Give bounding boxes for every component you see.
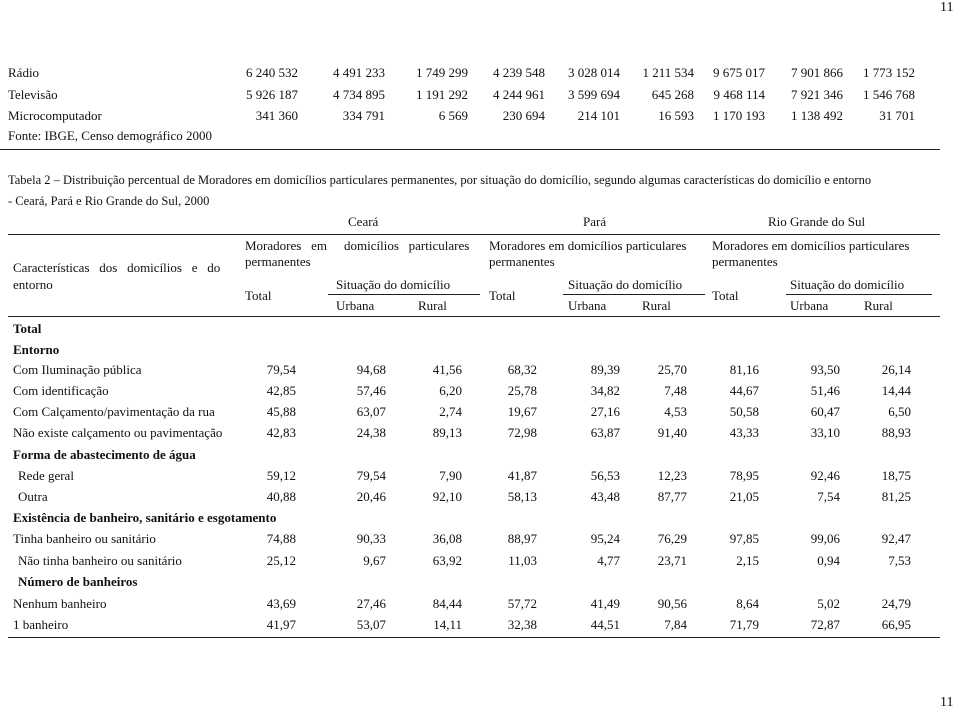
table2-cell: 79,54 [356,468,386,483]
table2-cell: 36,08 [432,531,462,546]
table2-cell: 14,44 [881,383,911,398]
table2-cell: 63,07 [356,404,386,419]
table2-cell: 6,20 [439,383,462,398]
table2-cell: 81,16 [729,362,759,377]
table2-cell: 43,33 [729,425,759,440]
table2-cell: 88,93 [881,425,911,440]
table2-cell: 33,10 [810,425,840,440]
situacao-rule [563,294,705,295]
table2-cell: 42,85 [266,383,296,398]
table2-cell: 20,46 [356,489,386,504]
table1-cell: 230 694 [502,108,545,123]
section-entorno: Entorno [13,342,60,357]
total-header: Total [489,288,516,303]
region-header: Ceará [348,214,379,229]
table1-cell: 1 546 768 [863,87,915,102]
table2-cell: 42,83 [266,425,296,440]
table2-cell: 9,67 [363,553,386,568]
situacao-rule [786,294,932,295]
table1-cell: 1 773 152 [863,65,915,80]
table2-cell: 79,54 [266,362,296,377]
rural-header: Rural [864,298,893,313]
table2-cell: 25,78 [507,383,537,398]
table2-cell: 92,46 [810,468,840,483]
table1-cell: 6 240 532 [246,65,298,80]
row-header: entorno [13,277,53,292]
table2-row-label: Não tinha banheiro ou sanitário [18,553,182,568]
section-total: Total [13,321,42,336]
table2-cell: 23,71 [657,553,687,568]
header-bottom-rule [8,316,940,317]
table2-cell: 14,11 [433,617,462,632]
table2-cell: 0,94 [817,553,840,568]
table2-cell: 57,72 [507,596,537,611]
table2-row-label: Não existe calçamento ou pavimentação [13,425,223,440]
table1-cell: 7 901 866 [791,65,843,80]
table2-section-heading: Existência de banheiro, sanitário e esgotamento [13,510,277,525]
table2-section-heading: Número de banheiros [18,574,138,589]
table1-cell: 9 675 017 [713,65,765,80]
table2-cell: 50,58 [729,404,759,419]
table2-cell: 92,10 [432,489,462,504]
table1-cell: 16 593 [658,108,694,123]
group-header: Moradores em domicílios particulares [489,238,687,253]
table2-cell: 63,87 [590,425,620,440]
table2-cell: 24,38 [356,425,386,440]
table2-cell: 4,53 [664,404,687,419]
table2-cell: 5,02 [817,596,840,611]
table2-cell: 56,53 [590,468,620,483]
urbana-header: Urbana [790,298,829,313]
table2-row-label: Com identificação [13,383,109,398]
table2-cell: 2,15 [736,553,759,568]
group-header: Moradores em [245,238,327,253]
table2-cell: 60,47 [810,404,840,419]
table2-cell: 34,82 [590,383,620,398]
situacao-header: Situação do domicílio [790,277,905,292]
table1-cell: 1 211 534 [642,65,694,80]
table2-cell: 40,88 [266,489,296,504]
table2-cell: 97,85 [729,531,759,546]
table2-cell: 74,88 [266,531,296,546]
table2-cell: 71,79 [729,617,759,632]
table2-cell: 44,67 [729,383,759,398]
urbana-header: Urbana [568,298,607,313]
table1-row-label: Televisão [8,87,58,102]
table2-cell: 84,44 [432,596,462,611]
table1-row-label: Rádio [8,65,40,80]
table1-cell: 645 268 [651,87,694,102]
table2-cell: 12,23 [657,468,687,483]
total-header: Total [245,288,272,303]
table1-cell: 4 239 548 [493,65,545,80]
table2-cell: 21,05 [729,489,759,504]
table2-row-label: 1 banheiro [13,617,69,632]
table2-cell: 7,84 [664,617,687,632]
table2-cell: 91,40 [657,425,687,440]
table2-cell: 8,64 [736,596,759,611]
table2-cell: 66,95 [881,617,911,632]
table2-row-label: Nenhum banheiro [13,596,107,611]
header-rule [8,234,940,235]
table2-cell: 99,06 [810,531,840,546]
group-header: permanentes [712,254,778,269]
table2-cell: 57,46 [356,383,386,398]
table2-cell: 81,25 [881,489,911,504]
table2-cell: 89,39 [590,362,620,377]
table2-cell: 19,67 [507,404,537,419]
table2-cell: 76,29 [657,531,687,546]
total-header: Total [712,288,739,303]
table2-cell: 27,46 [356,596,386,611]
table2-cell: 53,07 [356,617,386,632]
rural-header: Rural [642,298,671,313]
table2-cell: 18,75 [881,468,911,483]
table1-cell: 4 491 233 [333,65,385,80]
group-header: permanentes [245,254,311,269]
table2-cell: 93,50 [810,362,840,377]
table2-cell: 11,03 [508,553,537,568]
table2-cell: 6,50 [888,404,911,419]
table2-cell: 32,38 [507,617,537,632]
table1-cell: 5 926 187 [246,87,298,102]
table2-cell: 95,24 [590,531,620,546]
table2-cell: 41,97 [266,617,296,632]
table2-row-label: Tinha banheiro ou sanitário [13,531,156,546]
situacao-header: Situação do domicílio [568,277,683,292]
table2-cell: 58,13 [507,489,537,504]
table2-cell: 68,32 [507,362,537,377]
table2-bottom-rule [8,637,940,638]
table1-row-label: Microcomputador [8,108,102,123]
table2-cell: 25,70 [657,362,687,377]
table1-cell: 31 701 [879,108,915,123]
row-header: Características dos domicílios e do [13,260,221,275]
table1-cell: 341 360 [255,108,298,123]
table2-cell: 25,12 [266,553,296,568]
table2-cell: 7,48 [664,383,687,398]
rural-header: Rural [418,298,447,313]
table1-cell: 3 599 694 [568,87,620,102]
table1-cell: 4 244 961 [493,87,545,102]
urbana-header: Urbana [336,298,375,313]
region-header: Rio Grande do Sul [768,214,866,229]
table1-cell: 1 138 492 [791,108,843,123]
table1-cell: 3 028 014 [568,65,620,80]
table2-cell: 89,13 [432,425,462,440]
table1-cell: 214 101 [577,108,620,123]
table2-cell: 94,68 [356,362,386,377]
table2-cell: 27,16 [590,404,620,419]
situacao-header: Situação do domicílio [336,277,451,292]
table2-cell: 41,56 [432,362,462,377]
table2-cell: 44,51 [590,617,620,632]
table1-cell: 9 468 114 [713,87,765,102]
group-header: domicílios particulares [344,238,470,253]
table2-cell: 41,87 [507,468,537,483]
table1-cell: 334 791 [342,108,385,123]
table2-cell: 41,49 [590,596,620,611]
table2-caption: Tabela 2 – Distribuição percentual de Moradores em domicílios particulares permanentes, por situação do domicílio, segundo algumas características do domicílio e entorno [8,173,872,187]
table2-cell: 4,77 [597,553,620,568]
table2-caption-line2: - Ceará, Pará e Rio Grande do Sul, 2000 [8,194,210,208]
table2-cell: 7,90 [439,468,462,483]
table2-cell: 72,98 [507,425,537,440]
situacao-rule [328,294,480,295]
table2-cell: 72,87 [810,617,840,632]
region-header: Pará [583,214,607,229]
table2-row-label: Rede geral [18,468,74,483]
page-number-bottom: 11 [940,695,954,710]
table1-cell: 6 569 [438,108,468,123]
table2-cell: 7,54 [817,489,840,504]
page-number-top: 11 [940,0,954,15]
table2-cell: 45,88 [266,404,296,419]
table2-cell: 2,74 [439,404,462,419]
table1-cell: 1 170 193 [713,108,765,123]
table2-cell: 92,47 [881,531,911,546]
group-header: Moradores em domicílios particulares [712,238,910,253]
table2-row-label: Com Iluminação pública [13,362,142,377]
table2-row-label: Outra [18,489,48,504]
table2-cell: 59,12 [266,468,296,483]
table1-cell: 7 921 346 [791,87,843,102]
table2-cell: 88,97 [507,531,537,546]
table2-cell: 51,46 [810,383,840,398]
table2-cell: 43,48 [590,489,620,504]
table1-source: Fonte: IBGE, Censo demográfico 2000 [8,128,212,143]
table2-cell: 90,33 [356,531,386,546]
table2-cell: 7,53 [888,553,911,568]
table2-cell: 43,69 [266,596,296,611]
table1-cell: 1 749 299 [416,65,468,80]
table2-row-label: Com Calçamento/pavimentação da rua [13,404,215,419]
table1-cell: 4 734 895 [333,87,385,102]
table2-cell: 24,79 [881,596,911,611]
table2-cell: 78,95 [729,468,759,483]
table2-cell: 26,14 [881,362,911,377]
table2-cell: 87,77 [657,489,687,504]
table2-cell: 63,92 [432,553,462,568]
table2-section-heading: Forma de abastecimento de água [13,447,196,462]
group-header: permanentes [489,254,555,269]
table2-cell: 90,56 [657,596,687,611]
table1-cell: 1 191 292 [416,87,468,102]
table1-bottom-rule [0,149,940,150]
